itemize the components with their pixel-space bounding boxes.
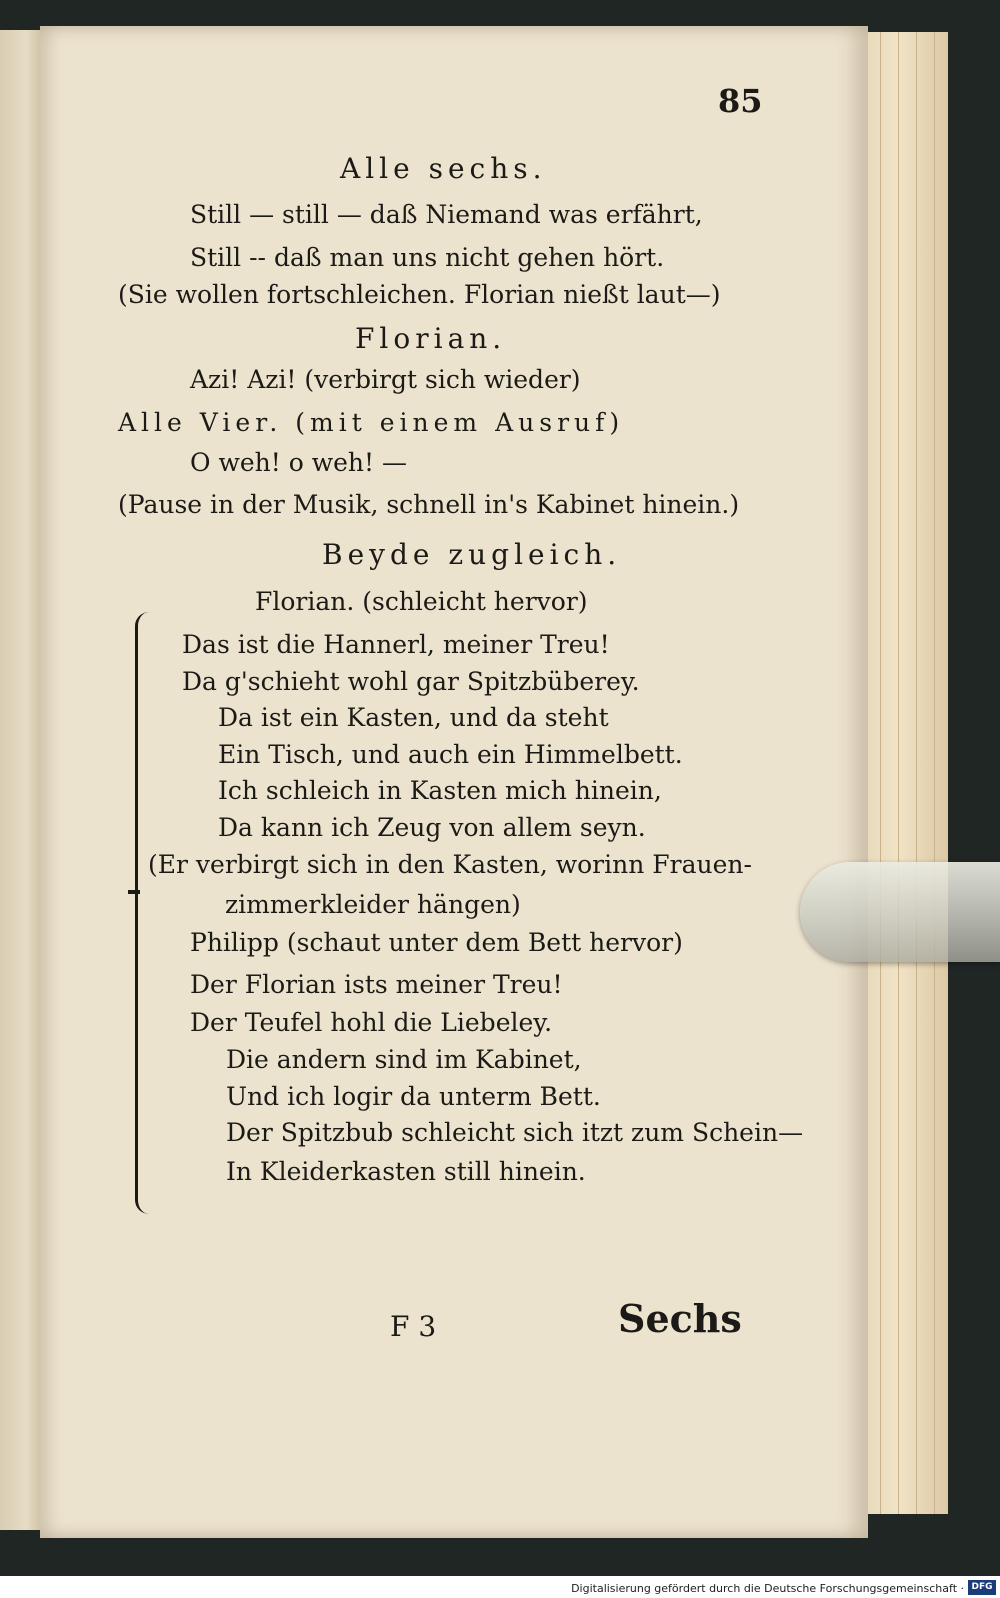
stage-direction: (Pause in der Musik, schnell in's Kabinet hinein.) <box>118 490 740 519</box>
stage-direction: zimmerkleider hängen) <box>225 890 521 919</box>
text-line: Azi! Azi! (verbirgt sich wieder) <box>190 365 581 394</box>
text-line: Da ist ein Kasten, und da steht <box>218 703 609 732</box>
footer-bar <box>0 1576 1000 1598</box>
brace-tip <box>128 890 140 894</box>
text-line: O weh! o weh! — <box>190 448 408 477</box>
left-page-edge <box>0 30 45 1530</box>
page-stack-edge <box>862 32 948 1514</box>
dfg-logo-icon: DFG <box>968 1580 996 1595</box>
stage-direction: (Sie wollen fortschleichen. Florian nießt laut—) <box>118 280 721 309</box>
text-line: In Kleiderkasten still hinein. <box>226 1157 586 1186</box>
text-line: Ich schleich in Kasten mich hinein, <box>218 776 662 805</box>
text-line: Die andern sind im Kabinet, <box>226 1045 582 1074</box>
catchword: Sechs <box>618 1296 742 1341</box>
text-line: Das ist die Hannerl, meiner Treu! <box>182 630 610 659</box>
speaker-heading: Beyde zugleich. <box>322 538 622 571</box>
text-line: Der Teufel hohl die Liebeley. <box>190 1008 553 1037</box>
page-number: 85 <box>718 82 763 120</box>
speaker-heading: Florian. <box>355 322 507 355</box>
text-line: Philipp (schaut unter dem Bett hervor) <box>190 928 683 957</box>
brace-bracket <box>135 612 152 1214</box>
text-line: Ein Tisch, und auch ein Himmelbett. <box>218 740 683 769</box>
text-line: Der Spitzbub schleicht sich itzt zum Schein— <box>226 1118 804 1147</box>
page-clip <box>800 862 1000 962</box>
stage-direction: (Er verbirgt sich in den Kasten, worinn Frauen- <box>148 850 752 879</box>
footer-credit: Digitalisierung gefördert durch die Deutsche Forschungsgemeinschaft · <box>571 1582 964 1595</box>
text-line: Und ich logir da unterm Bett. <box>226 1082 601 1111</box>
signature-mark: F 3 <box>390 1310 437 1343</box>
text-line: Still — still — daß Niemand was erfährt, <box>190 200 703 229</box>
text-line: Der Florian ists meiner Treu! <box>190 970 563 999</box>
text-line: Still -- daß man uns nicht gehen hört. <box>190 243 665 272</box>
text-line: Da g'schieht wohl gar Spitzbüberey. <box>182 667 640 696</box>
speaker-heading: Alle sechs. <box>340 152 547 185</box>
text-line: Da kann ich Zeug von allem seyn. <box>218 813 646 842</box>
text-line: Alle Vier. (mit einem Ausruf) <box>118 408 625 437</box>
text-line: Florian. (schleicht hervor) <box>255 587 588 616</box>
